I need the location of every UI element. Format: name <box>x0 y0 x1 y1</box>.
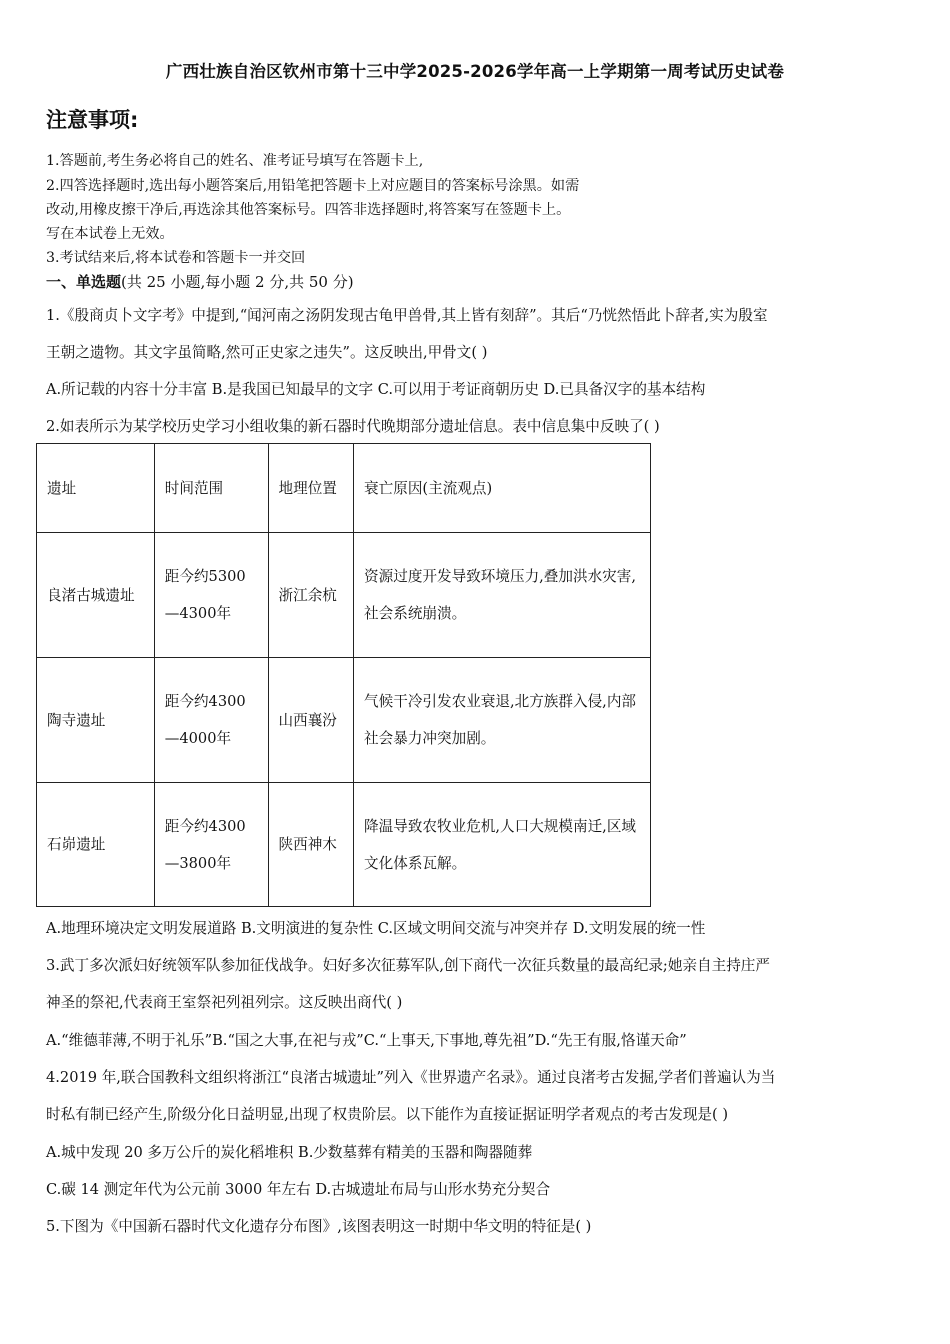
table-row <box>37 658 651 783</box>
table-header-row <box>37 444 651 533</box>
table-header-cell: 时间范围 <box>154 444 268 533</box>
q1-stem-line2: 王朝之遗物。其文字虽简略,然可正史家之违失”。这反映出,甲骨文( ) <box>46 344 488 361</box>
q2-stem: 2.如表所示为某学校历史学习小组收集的新石器时代晚期部分遗址信息。表中信息集中反映了( ) <box>46 418 660 435</box>
section-heading <box>46 271 354 292</box>
table-header-cell: 遗址 <box>37 444 155 533</box>
table-header-cell: 衰亡原因(主流观点) <box>354 444 651 533</box>
section-detail: (共 25 小题,每小题 2 分,共 50 分) <box>121 273 354 291</box>
q2-options: A.地理环境决定文明发展道路 B.文明演进的复杂性 C.区域文明间交流与冲突并存 D.文明发展的统一性 <box>46 920 706 937</box>
notice-line: 3.考试结来后,将本试卷和答题卡一并交回 <box>46 250 306 266</box>
notice-line: 2.四答选择题时,选出每小题答案后,用铅笔把答题卡上对应题目的答案标号涂黑。如需 <box>46 178 580 194</box>
table-cell: 良渚古城遗址 <box>37 533 155 658</box>
table-cell: 石峁遗址 <box>37 783 155 907</box>
table-cell: 气候干冷引发农业衰退,北方族群入侵,内部社会暴力冲突加剧。 <box>354 658 651 783</box>
q3-stem-line2: 神圣的祭祀,代表商王室祭祀列祖列宗。这反映出商代( ) <box>46 994 403 1011</box>
table-cell: 距今约4300—3800年 <box>154 783 268 907</box>
table-cell: 降温导致农牧业危机,人口大规模南迁,区域文化体系瓦解。 <box>354 783 651 907</box>
q3-options: A.“维德菲薄,不明于礼乐”B.“国之大事,在祀与戎”C.“上事天,下事地,尊先祖”D.“先王有服,恪谨天命” <box>46 1032 687 1049</box>
notice-line: 改动,用橡皮擦干净后,再选涂其他答案标号。四答非选择题时,将答案写在签题卡上。 <box>46 202 571 218</box>
q1-stem-line1: 1.《殷商贞卜文字考》中提到,“闻河南之汤阴发现古龟甲兽骨,其上皆有刻辞”。其后“乃恍然悟此卜辞者,实为殷室 <box>46 307 768 324</box>
section-label: 一、单选题 <box>46 273 122 291</box>
q2-site-table <box>36 443 651 907</box>
table-row <box>37 783 651 907</box>
notice-heading: 注意事项: <box>46 108 139 132</box>
q4-options-line1: A.城中发现 20 多万公斤的炭化稻堆积 B.少数墓葬有精美的玉器和陶器随葬 <box>46 1144 533 1161</box>
table-cell: 距今约4300—4000年 <box>154 658 268 783</box>
exam-title: 广西壮族自治区钦州市第十三中学2025-2026学年高一上学期第一周考试历史试卷 <box>165 62 785 81</box>
q4-stem-line1: 4.2019 年,联合国教科文组织将浙江“良渚古城遗址”列入《世界遗产名录》。通过良渚考古发掘,学者们普遍认为当 <box>46 1069 776 1086</box>
table-cell: 山西襄汾 <box>268 658 354 783</box>
table-header-cell: 地理位置 <box>268 444 354 533</box>
q3-stem-line1: 3.武丁多次派妇好统领军队参加征伐战争。妇好多次征募军队,创下商代一次征兵数量的最高纪录;她亲自主持庄严 <box>46 957 770 974</box>
table-row <box>37 533 651 658</box>
q1-options: A.所记载的内容十分丰富 B.是我国已知最早的文字 C.可以用于考证商朝历史 D.已具备汉字的基本结构 <box>46 381 706 398</box>
q4-options-line2: C.碳 14 测定年代为公元前 3000 年左右 D.古城遗址布局与山形水势充分契合 <box>46 1181 551 1198</box>
notice-line: 1.答题前,考生务必将自己的姓名、准考证号填写在答题卡上, <box>46 153 424 169</box>
table-cell: 浙江余杭 <box>268 533 354 658</box>
q4-stem-line2: 时私有制已经产生,阶级分化日益明显,出现了权贵阶层。以下能作为直接证据证明学者观点的考古发现是( ) <box>46 1106 729 1123</box>
q5-stem: 5.下图为《中国新石器时代文化遗存分布图》,该图表明这一时期中华文明的特征是( ) <box>46 1218 592 1235</box>
table-cell: 陶寺遗址 <box>37 658 155 783</box>
notice-line: 写在本试卷上无效。 <box>46 226 174 242</box>
table-cell: 资源过度开发导致环境压力,叠加洪水灾害,社会系统崩溃。 <box>354 533 651 658</box>
table-cell: 距今约5300—4300年 <box>154 533 268 658</box>
table-cell: 陕西神木 <box>268 783 354 907</box>
